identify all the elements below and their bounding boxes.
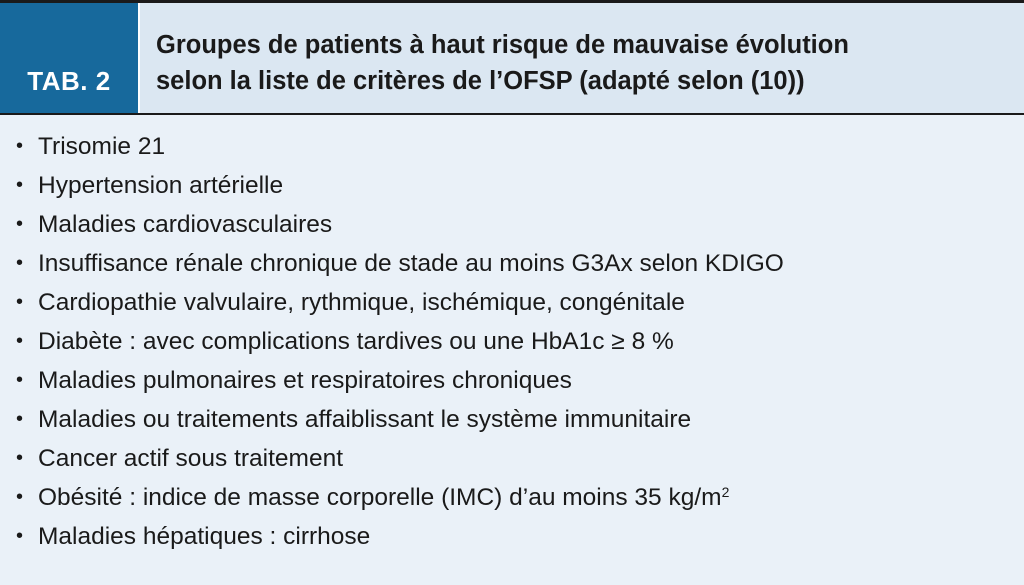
bullet-icon: •	[16, 291, 24, 313]
list-item	[16, 361, 1024, 400]
bullet-icon: •	[16, 135, 24, 157]
table-number-label: TAB. 2	[0, 3, 138, 113]
table-title	[140, 3, 1024, 113]
list-item	[16, 244, 1024, 283]
list-item-text: Trisomie 21	[38, 133, 166, 160]
table-body	[0, 115, 1024, 585]
list-item	[16, 283, 1024, 322]
superscript: 2	[721, 484, 730, 500]
table-title-line-2: selon la liste de critères de l’OFSP (adapté selon (10))	[156, 67, 805, 95]
list-item	[16, 517, 1024, 556]
bullet-icon: •	[16, 408, 24, 430]
list-item-text: Maladies hépatiques : cirrhose	[38, 523, 371, 550]
list-item-text: Maladies pulmonaires et respiratoires chroniques	[38, 367, 572, 394]
list-item-text: Cardiopathie valvulaire, rythmique, ischémique, congénitale	[38, 289, 685, 316]
list-item-text: Obésité : indice de masse corporelle (IMC) d’au moins 35 kg/m	[38, 484, 722, 511]
list-item	[16, 322, 1024, 361]
bullet-icon: •	[16, 213, 24, 235]
table-header	[0, 3, 1024, 115]
table-title-line-1: Groupes de patients à haut risque de mauvaise évolution	[156, 31, 849, 59]
list-item-text: Hypertension artérielle	[38, 172, 284, 199]
list-item-text: Insuffisance rénale chronique de stade au moins G3Ax selon KDIGO	[38, 250, 784, 277]
list-item	[16, 127, 1024, 166]
list-item	[16, 439, 1024, 478]
list-item-text: Diabète : avec complications tardives ou une HbA1c ≥ 8 %	[38, 328, 674, 355]
bullet-icon: •	[16, 369, 24, 391]
bullet-icon: •	[16, 447, 24, 469]
list-item	[16, 478, 1024, 517]
bullet-icon: •	[16, 486, 24, 508]
list-item	[16, 166, 1024, 205]
list-item-text: Cancer actif sous traitement	[38, 445, 344, 472]
list-item-text: Maladies cardiovasculaires	[38, 211, 333, 238]
bullet-icon: •	[16, 252, 24, 274]
list-item-text-wrap	[38, 478, 729, 517]
list-item	[16, 400, 1024, 439]
bullet-icon: •	[16, 525, 24, 547]
bullet-icon: •	[16, 174, 24, 196]
list-item	[16, 205, 1024, 244]
bullet-icon: •	[16, 330, 24, 352]
list-item-text: Maladies ou traitements affaiblissant le système immunitaire	[38, 406, 692, 433]
